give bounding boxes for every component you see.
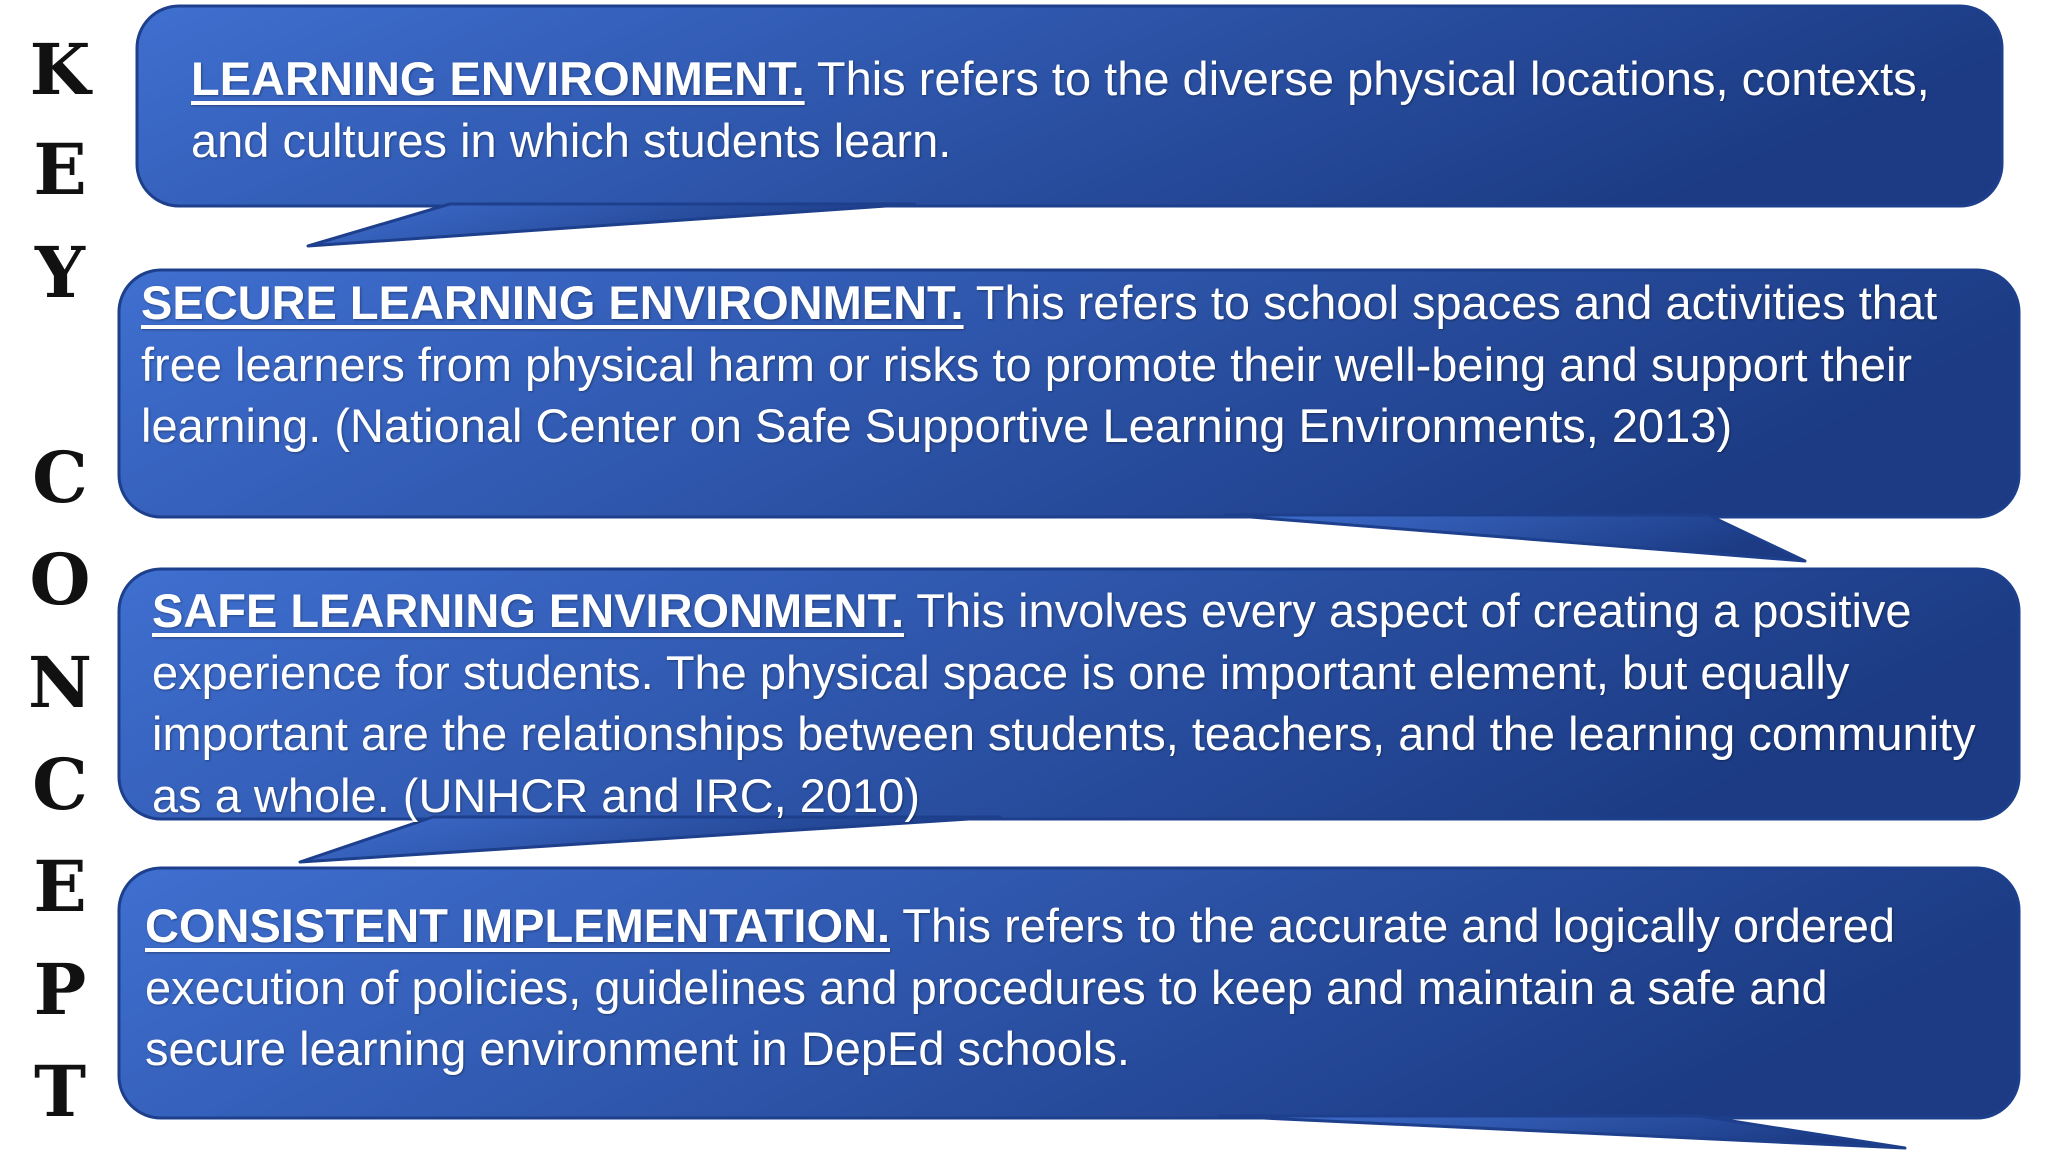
side-letter: O (29, 538, 91, 621)
side-letter: E (33, 845, 87, 928)
concept-term: CONSISTENT IMPLEMENTATION. (145, 899, 891, 952)
side-letter: E (33, 128, 87, 211)
concept-definition: This refers to school spaces and activities that free learners from physical harm or risks to promote their well-being and support their learning. (National Center on Safe Supportive Learning Environments, 2013) (141, 276, 1938, 452)
side-letter: Y (35, 231, 85, 314)
concept-definition: This involves every aspect of creating a positive experience for students. The physical space is one important element, but equally important are the relationships between students, teachers, and the learning community as a whole. (UNHCR and IRC, 2010) (152, 584, 1976, 822)
concept-definition: This refers to the diverse physical locations, contexts, and cultures in which students learn. (191, 52, 1930, 167)
side-letter: N (28, 641, 92, 724)
concept-term: SECURE LEARNING ENVIRONMENT. (141, 276, 964, 329)
concept-text-consistent-implementation (145, 895, 1975, 1080)
concept-text-secure-learning-environment (141, 272, 2011, 457)
concept-definition: This refers to the accurate and logically ordered execution of policies, guidelines and procedures to keep and maintain a safe and secure learning environment in DepEd schools. (145, 899, 1895, 1075)
side-letter: C (32, 436, 88, 519)
concept-term: SAFE LEARNING ENVIRONMENT. (152, 584, 905, 637)
side-letter: C (32, 743, 88, 826)
concept-text-safe-learning-environment (152, 580, 2017, 826)
side-letter: T (33, 1050, 87, 1133)
side-letter: K (29, 28, 91, 111)
side-letter: P (33, 948, 87, 1031)
concept-text-learning-environment (191, 48, 1991, 171)
concept-term: LEARNING ENVIRONMENT. (191, 52, 805, 105)
